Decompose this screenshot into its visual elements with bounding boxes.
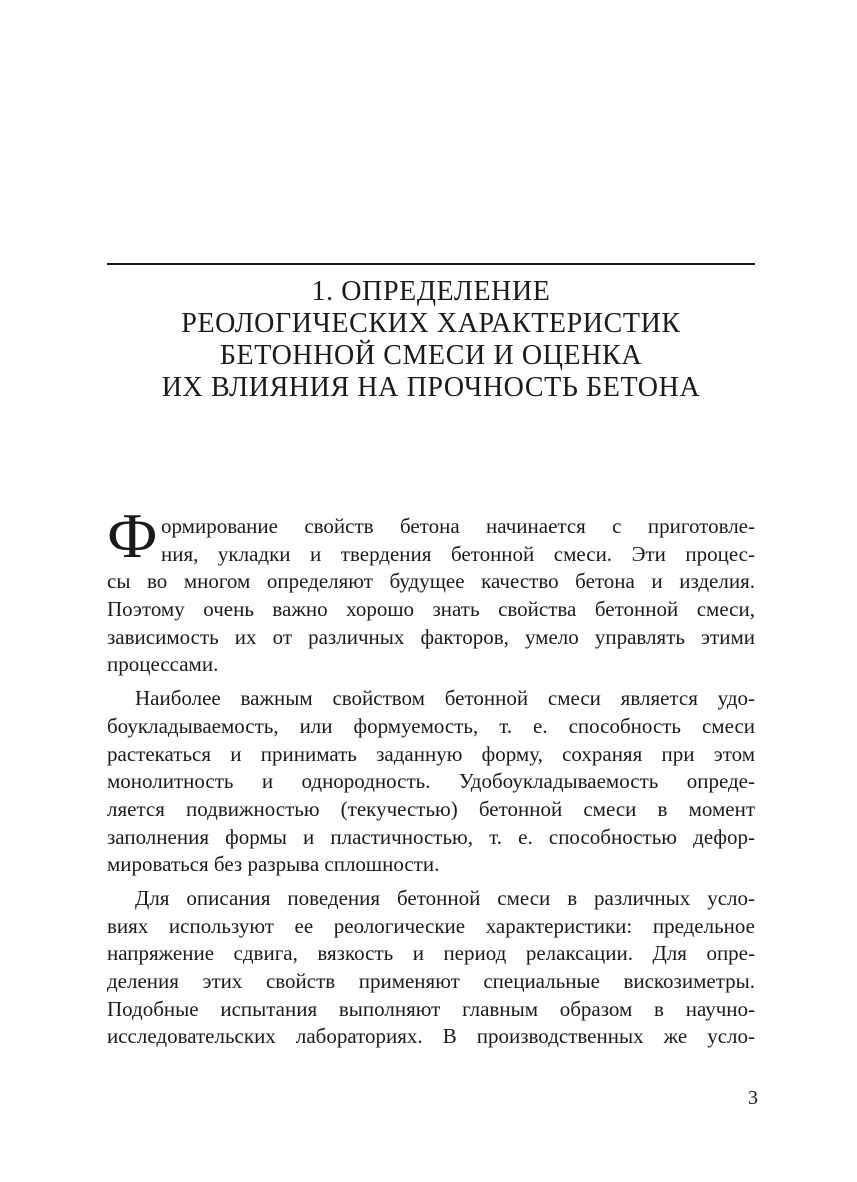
text-line: заполнения формы и пластичностью, т. е. способностью дефор- [107, 824, 755, 849]
chapter-top-rule [107, 263, 755, 265]
text-line: ния, укладки и твердения бетонной смеси. Эти процес- [161, 541, 755, 566]
chapter-title-line-2: РЕОЛОГИЧЕСКИХ ХАРАКТЕРИСТИК [181, 308, 681, 339]
chapter-title [107, 276, 755, 404]
text-line: Подобные испытания выполняют главным образом в научно- [107, 996, 755, 1021]
text-line: мироваться без разрыва сплошности. [107, 852, 440, 877]
chapter-title-line-3: БЕТОННОЙ СМЕСИ И ОЦЕНКА [219, 340, 643, 371]
text-line: напряжение сдвига, вязкость и период релаксации. Для опре- [107, 941, 755, 966]
text-line: процессами. [107, 652, 219, 677]
text-line: растекаться и принимать заданную форму, сохраняя при этом [107, 741, 755, 766]
text-line: монолитность и однородность. Удобоукладываемость опреде- [107, 769, 755, 794]
text-line: Наиболее важным свойством бетонной смеси является удо- [135, 686, 755, 711]
chapter-title-line-1: 1. ОПРЕДЕЛЕНИЕ [311, 276, 551, 307]
text-line: виях используют ее реологические характеристики: предельное [107, 913, 755, 938]
text-line: Поэтому очень важно хорошо знать свойства бетонной смеси, [107, 597, 755, 622]
text-line: боукладываемость, или формуемость, т. е. способность смеси [107, 713, 755, 738]
page-number: 3 [748, 1087, 758, 1109]
chapter-title-line-4: ИХ ВЛИЯНИЯ НА ПРОЧНОСТЬ БЕТОНА [161, 372, 701, 403]
text-line: зависимость их от различных факторов, умело управлять этими [107, 624, 755, 649]
body-text [107, 500, 755, 1051]
paragraph-1 [107, 500, 755, 679]
drop-cap: Ф [107, 500, 158, 571]
text-line: деления этих свойств применяют специальные вискозиметры. [107, 969, 755, 993]
text-line: Для описания поведения бетонной смеси в различных усло- [135, 885, 755, 910]
text-line: ляется подвижностью (текучестью) бетонной смеси в момент [107, 796, 755, 821]
text-line: исследовательских лабораториях. В производственных же усло- [107, 1024, 755, 1049]
text-line: ормирование свойств бетона начинается с приготовле- [161, 514, 755, 538]
paragraph-2 [107, 685, 755, 879]
paragraph-3 [107, 885, 755, 1051]
text-line: сы во многом определяют будущее качество бетона и изделия. [107, 569, 755, 594]
